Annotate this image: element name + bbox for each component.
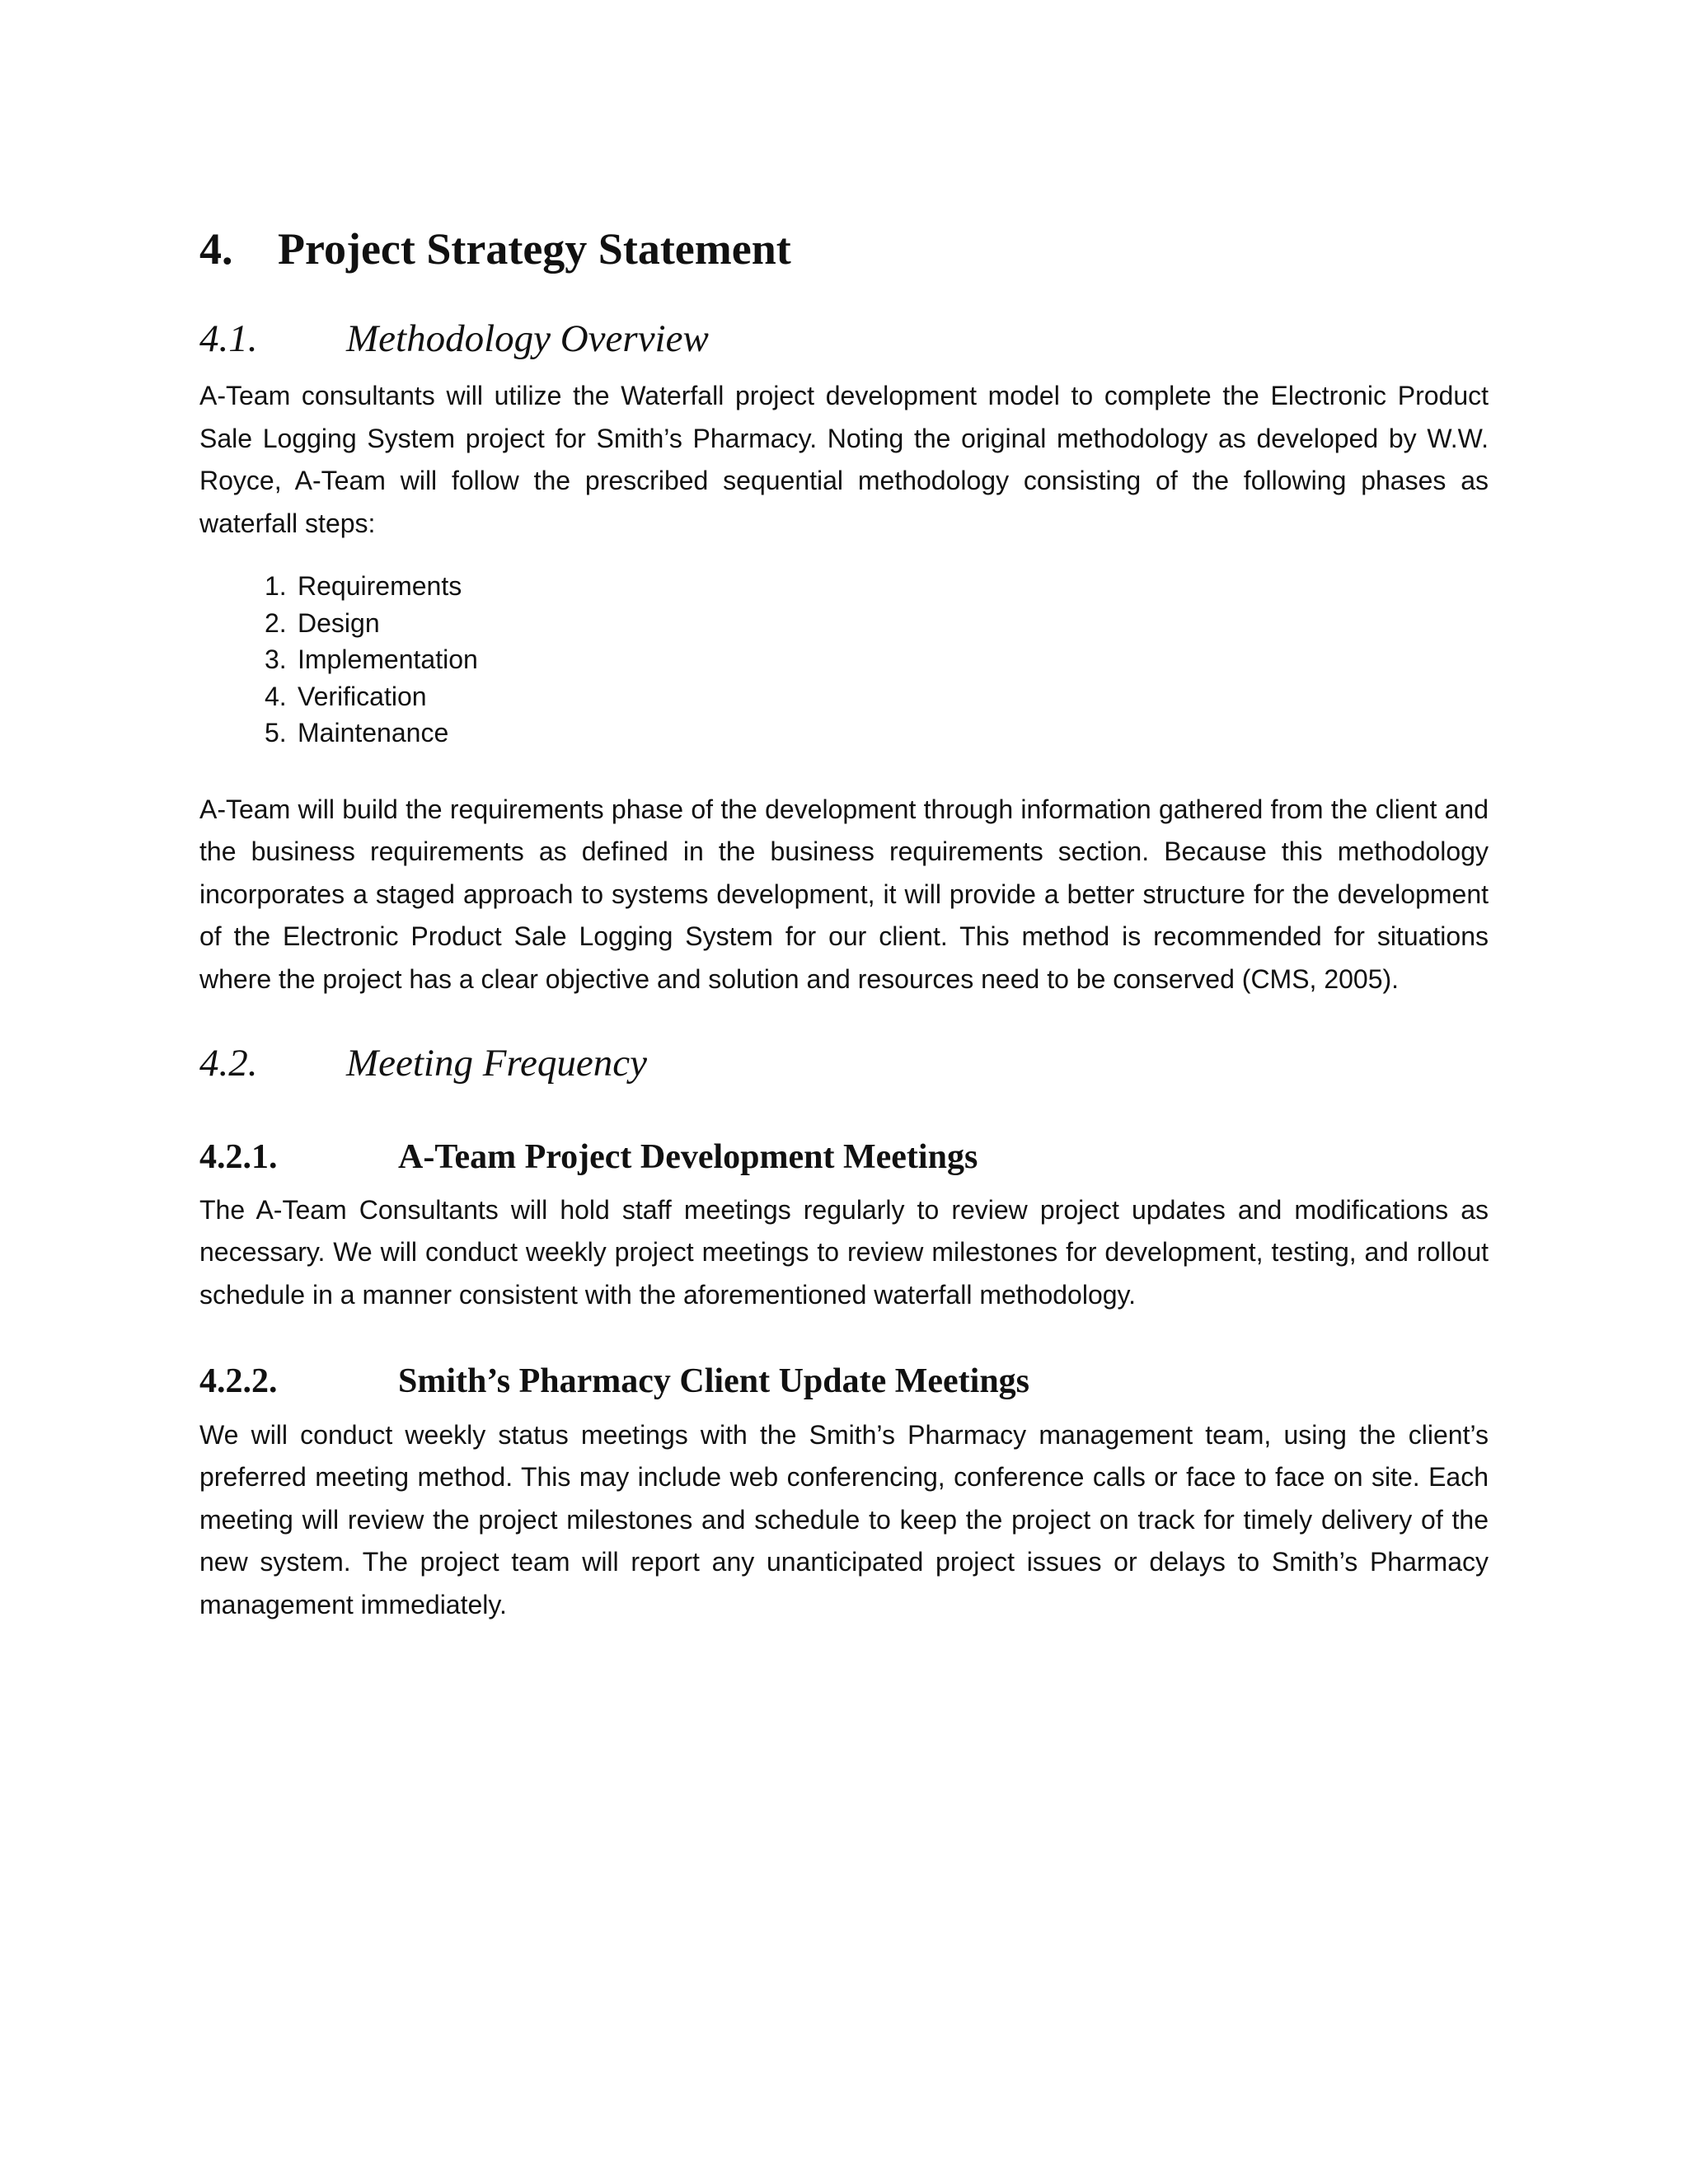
list-item	[199, 641, 1489, 678]
list-item	[199, 715, 1489, 752]
meetings-heading	[199, 1040, 1489, 1086]
list-item-label: Requirements	[298, 571, 462, 602]
document-page	[199, 223, 1489, 1626]
client-meetings-text: We will conduct weekly status meetings with the Smith’s Pharmacy management team, using the client’s preferred meeting method. This may include web conferencing, conference calls or face to face on site. Each meeting will review the project milestones and schedule to keep the project on track for timely delivery of the new system. The project team will report any unanticipated project issues or delays to Smith’s Pharmacy management immediately.	[199, 1419, 1489, 1619]
list-item-number: 1.	[265, 571, 287, 602]
client-meetings-title: Smith’s Pharmacy Client Update Meetings	[398, 1362, 1030, 1401]
section-number: 4.	[199, 224, 233, 274]
list-item-number: 2.	[265, 607, 287, 638]
team-meetings-heading	[199, 1137, 1489, 1178]
list-item	[199, 568, 1489, 605]
meetings-title: Meeting Frequency	[346, 1042, 647, 1085]
list-item-label: Implementation	[298, 644, 478, 675]
section-title: Project Strategy Statement	[278, 224, 791, 274]
client-meetings-heading	[199, 1361, 1489, 1402]
client-meetings-number: 4.2.2.	[199, 1362, 278, 1401]
phase-list	[199, 568, 1489, 752]
list-item-number: 5.	[265, 718, 287, 748]
list-item-number: 4.	[265, 681, 287, 711]
methodology-intro: A-Team consultants will utilize the Waterfall project development model to complete the Electronic Product Sale Logging System project for Smith’s Pharmacy. Noting the original methodology as developed by W.W. Royce, A-Team will follow the prescribed sequential methodology consisting of the following phases as waterfall steps:	[199, 381, 1489, 538]
methodology-number: 4.1.	[199, 316, 258, 360]
methodology-title: Methodology Overview	[346, 316, 709, 360]
team-meetings-number: 4.2.1.	[199, 1137, 278, 1176]
list-item	[199, 605, 1489, 642]
team-meetings-text: The A-Team Consultants will hold staff meetings regularly to review project updates and modifications as necessary. We will conduct weekly project meetings to review milestones for development, testing, and rollout schedule in a manner consistent with the aforementioned waterfall methodology.	[199, 1194, 1489, 1310]
list-item-label: Maintenance	[298, 718, 449, 748]
methodology-heading	[199, 316, 1489, 362]
list-item-label: Design	[298, 607, 380, 638]
meetings-number: 4.2.	[199, 1042, 258, 1085]
list-item-label: Verification	[298, 681, 427, 711]
team-meetings-title: A-Team Project Development Meetings	[398, 1137, 978, 1176]
list-item	[199, 678, 1489, 715]
list-item-number: 3.	[265, 644, 287, 675]
section-heading	[199, 223, 1489, 276]
methodology-detail: A-Team will build the requirements phase of the development through information gathered from the client and the business requirements as defined in the business requirements section. Because this methodology incorporates a staged approach to systems development, it will provide a better structure for the development of the Electronic Product Sale Logging System for our client. This method is recommended for situations where the project has a clear objective and solution and resources need to be conserved (CMS, 2005).	[199, 794, 1489, 994]
